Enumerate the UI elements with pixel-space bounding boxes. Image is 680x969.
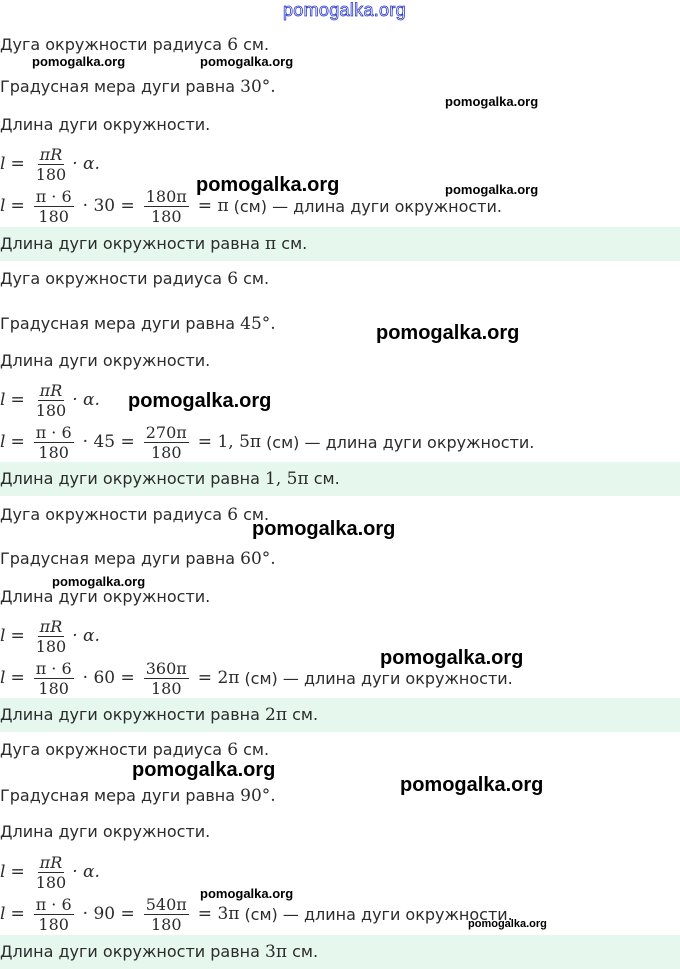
formula-tail: · α. [72, 390, 100, 410]
watermark: pomogalka.org [468, 918, 547, 930]
radius-line [0, 504, 269, 526]
degree-text: Градусная мера дуги равна [0, 786, 236, 805]
fraction [144, 895, 189, 934]
answer-box [0, 227, 680, 261]
fraction-denominator: 180 [38, 442, 69, 462]
fraction-numerator: πR [39, 616, 63, 636]
radius-unit: см. [243, 35, 270, 54]
arc-length-label: Длина дуги окружности. [0, 822, 211, 841]
fraction-denominator: 180 [35, 872, 67, 892]
watermark: pomogalka.org [200, 54, 294, 69]
formula-l: l [0, 904, 6, 924]
multiplier: · 60 = [82, 668, 135, 688]
fraction [34, 617, 69, 656]
fraction-denominator: 180 [150, 914, 182, 934]
formula-l: l [0, 196, 6, 216]
multiplier: · 90 = [82, 904, 135, 924]
fraction-numerator: 540π [145, 894, 187, 914]
formula-l: l [0, 862, 6, 882]
fraction-denominator: 180 [38, 206, 69, 226]
answer-text: Длина дуги окружности равна [0, 234, 260, 253]
watermark: pomogalka.org [200, 886, 294, 901]
watermark: pomogalka.org [132, 759, 276, 781]
watermark: pomogalka.org [445, 182, 539, 197]
answer-value: 3π [265, 942, 287, 962]
watermark: pomogalka.org [400, 774, 544, 796]
fraction [34, 853, 69, 892]
formula-tail: · α. [72, 862, 100, 882]
answer-unit: см. [292, 705, 319, 724]
degree-value: 30°. [240, 77, 276, 97]
formula-l: l [0, 668, 6, 688]
multiplier: · 45 = [82, 432, 135, 452]
degree-line [0, 548, 276, 570]
radius-unit: см. [243, 269, 270, 288]
formula-l: l [0, 390, 6, 410]
fraction-denominator: 180 [150, 678, 182, 698]
fraction-numerator: 270π [145, 422, 187, 442]
degree-value: 60°. [240, 549, 276, 569]
radius-value: 6 [227, 740, 239, 760]
answer-unit: см. [292, 942, 319, 961]
fraction-numerator: π · 6 [35, 894, 72, 914]
radius-unit: см. [243, 740, 270, 759]
degree-text: Градусная мера дуги равна [0, 77, 236, 96]
formula-tail: · α. [72, 154, 100, 174]
result-unit-text: (см) — длина дуги окружности. [233, 196, 502, 216]
radius-line [0, 739, 269, 761]
fraction-numerator: πR [39, 380, 63, 400]
watermark: pomogalka.org [32, 54, 126, 69]
arc-length-label: Длина дуги окружности. [0, 115, 211, 134]
watermark: pomogalka.org [376, 322, 520, 344]
formula-equals: = [10, 390, 25, 410]
fraction [34, 145, 69, 184]
fraction-denominator: 180 [35, 400, 67, 420]
watermark: pomogalka.org [445, 94, 539, 109]
formula-equals: = [10, 668, 25, 688]
degree-value: 45°. [240, 314, 276, 334]
degree-line [0, 313, 276, 335]
answer-value: 2π [265, 705, 287, 725]
fraction-numerator: 180π [145, 186, 187, 206]
answer-text: Длина дуги окружности равна [0, 705, 260, 724]
formula-equals: = [10, 904, 25, 924]
answer-unit: см. [281, 234, 308, 253]
radius-line [0, 268, 269, 290]
result-value: = 3π [197, 904, 240, 924]
watermark: pomogalka.org [252, 518, 396, 540]
result-unit-text: (см) — длина дуги окружности. [266, 432, 535, 452]
general-formula [0, 612, 100, 660]
formula-equals: = [10, 196, 25, 216]
fraction-denominator: 180 [150, 442, 182, 462]
fraction-numerator: π · 6 [35, 422, 72, 442]
radius-value: 6 [227, 35, 239, 55]
fraction [144, 187, 189, 226]
fraction-numerator: π · 6 [35, 658, 72, 678]
degree-line [0, 76, 276, 98]
radius-unit: см. [243, 505, 270, 524]
answer-unit: см. [313, 469, 340, 488]
radius-text: Дуга окружности радиуса [0, 740, 223, 759]
degree-text: Градусная мера дуги равна [0, 314, 236, 333]
fraction-denominator: 180 [38, 914, 69, 934]
result-unit-text: (см) — длина дуги окружности. [244, 668, 513, 688]
answer-box [0, 935, 680, 969]
radius-value: 6 [227, 269, 239, 289]
formula-l: l [0, 154, 6, 174]
result-value: = π [197, 196, 229, 216]
degree-value: 90°. [240, 786, 276, 806]
radius-text: Дуга окружности радиуса [0, 35, 223, 54]
calculation-formula [0, 418, 534, 466]
formula-equals: = [10, 626, 25, 646]
degree-text: Градусная мера дуги равна [0, 549, 236, 568]
answer-text: Длина дуги окружности равна [0, 942, 260, 961]
fraction-numerator: π · 6 [35, 186, 72, 206]
multiplier: · 30 = [82, 196, 135, 216]
general-formula [0, 376, 100, 424]
result-value: = 2π [197, 668, 240, 688]
answer-text: Длина дуги окружности равна [0, 469, 260, 488]
radius-line [0, 34, 269, 56]
formula-equals: = [10, 154, 25, 174]
top-watermark: pomogalka.org [283, 0, 406, 20]
watermark: pomogalka.org [380, 647, 524, 669]
formula-tail: · α. [72, 626, 100, 646]
answer-value: π [265, 234, 277, 254]
fraction-numerator: πR [39, 144, 63, 164]
general-formula [0, 848, 100, 896]
watermark: pomogalka.org [128, 390, 272, 412]
answer-box [0, 462, 680, 496]
formula-equals: = [10, 862, 25, 882]
fraction [34, 381, 69, 420]
watermark: pomogalka.org [52, 574, 146, 589]
fraction-denominator: 180 [35, 164, 67, 184]
arc-length-label: Длина дуги окружности. [0, 587, 211, 606]
formula-l: l [0, 626, 6, 646]
answer-box [0, 698, 680, 732]
result-value: = 1, 5π [197, 432, 262, 452]
fraction [34, 423, 74, 462]
fraction [34, 659, 74, 698]
answer-value: 1, 5π [265, 469, 309, 489]
radius-value: 6 [227, 505, 239, 525]
fraction [144, 659, 189, 698]
formula-equals: = [10, 432, 25, 452]
fraction [34, 187, 74, 226]
fraction [144, 423, 189, 462]
fraction-denominator: 180 [35, 636, 67, 656]
general-formula [0, 140, 100, 188]
watermark: pomogalka.org [196, 174, 340, 196]
formula-l: l [0, 432, 6, 452]
fraction-numerator: 360π [145, 658, 187, 678]
fraction [34, 895, 74, 934]
fraction-denominator: 180 [38, 678, 69, 698]
fraction-denominator: 180 [150, 206, 182, 226]
fraction-numerator: πR [39, 852, 63, 872]
degree-line [0, 785, 276, 807]
result-unit-text: (см) — длина дуги окружности. [244, 904, 513, 924]
radius-text: Дуга окружности радиуса [0, 269, 223, 288]
radius-text: Дуга окружности радиуса [0, 505, 223, 524]
arc-length-label: Длина дуги окружности. [0, 351, 211, 370]
